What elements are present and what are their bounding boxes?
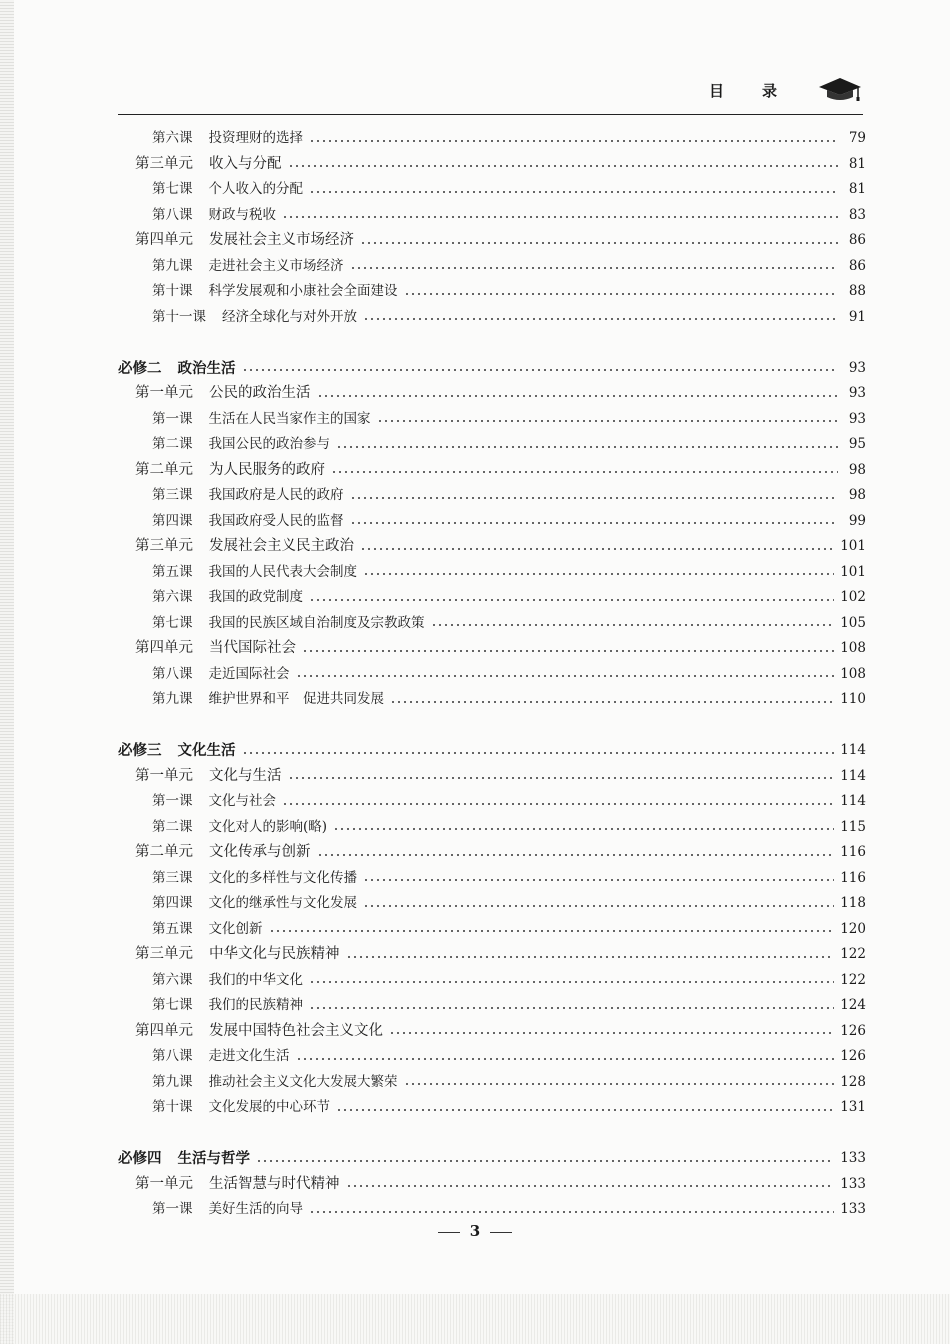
- toc-leader-dots: [309, 140, 838, 142]
- toc-entry-unit[interactable]: [118, 534, 866, 560]
- toc-entry-number: 第二课: [152, 818, 193, 835]
- toc-entry-title: 发展社会主义市场经济: [209, 232, 354, 248]
- toc-entry-number: 第七课: [152, 997, 193, 1013]
- toc-entry-number: 第一单元: [135, 1175, 193, 1192]
- toc-entry-lesson[interactable]: [118, 1197, 866, 1223]
- toc-leader-dots: [309, 1007, 834, 1009]
- toc-entry-number: 第三单元: [135, 155, 193, 172]
- toc-entry-number: 第一课: [152, 793, 193, 809]
- toc-entry-lesson[interactable]: [118, 611, 866, 637]
- toc-entry-title: 我国政府受人民的监督: [208, 512, 344, 529]
- toc-entry-label: [152, 407, 371, 433]
- toc-entry-number: 第八课: [152, 1048, 193, 1064]
- toc-entry-label: [135, 228, 354, 254]
- toc-entry-number: 第八课: [152, 665, 193, 682]
- toc-entry-title: 走近国际社会: [208, 665, 290, 682]
- toc-entry-page: 101: [840, 538, 866, 554]
- toc-entry-title: 文化与社会: [208, 793, 276, 809]
- toc-entry-number: 第一单元: [135, 385, 193, 401]
- toc-entry-page: 133: [840, 1201, 866, 1217]
- toc-leader-dots: [288, 777, 835, 779]
- toc-entry-title: 文化创新: [208, 920, 263, 937]
- toc-leader-dots: [336, 1109, 834, 1111]
- toc-entry-page: 79: [848, 130, 866, 146]
- toc-entry-lesson[interactable]: [118, 305, 866, 331]
- toc-entry-title: 收入与分配: [209, 155, 282, 172]
- toc-entry-page: 95: [848, 436, 866, 452]
- toc-entry-label: [152, 815, 327, 841]
- toc-entry-page: 120: [840, 920, 866, 937]
- toc-leader-dots: [333, 828, 834, 830]
- toc-entry-label: [152, 917, 263, 943]
- toc-section-gap: [118, 1121, 866, 1147]
- toc-leader-dots: [363, 318, 838, 320]
- toc-entry-book[interactable]: [118, 738, 866, 764]
- toc-entry-title: 推动社会主义文化大发展大繁荣: [208, 1073, 398, 1090]
- toc-entry-title: 我国的民族区域自治制度及宗教政策: [208, 614, 425, 631]
- toc-entry-page: 116: [840, 869, 866, 886]
- toc-entry-lesson[interactable]: [118, 509, 866, 535]
- toc-leader-dots: [296, 675, 835, 677]
- toc-entry-unit[interactable]: [118, 764, 866, 790]
- graduation-cap-icon: [817, 74, 863, 102]
- toc-entry-lesson[interactable]: [118, 483, 866, 509]
- toc-entry-number: 第七课: [152, 181, 193, 197]
- toc-entry-book[interactable]: [118, 1146, 866, 1172]
- toc-entry-label: [152, 483, 344, 509]
- toc-entry-label: [135, 636, 296, 662]
- toc-entry-page: 105: [840, 614, 866, 631]
- toc-entry-page: 86: [848, 232, 866, 248]
- toc-leader-dots: [404, 293, 839, 295]
- page-number: 3: [469, 1222, 481, 1240]
- toc-leader-dots: [336, 446, 838, 448]
- footer-dash-left: [438, 1232, 460, 1233]
- toc-leader-dots: [389, 1032, 834, 1034]
- toc-entry-lesson[interactable]: [118, 254, 866, 280]
- toc-entry-number: 第二课: [152, 436, 193, 452]
- toc-entry-title: 文化生活: [177, 742, 236, 759]
- toc-entry-title: 我国的人民代表大会制度: [208, 563, 357, 580]
- toc-entry-unit[interactable]: [118, 840, 866, 866]
- toc-entry-title: 走进文化生活: [208, 1048, 290, 1064]
- toc-leader-dots: [288, 165, 839, 167]
- toc-entry-number: 第九课: [152, 1073, 193, 1090]
- toc-entry-title: 投资理财的选择: [208, 130, 303, 146]
- toc-entry-title: 经济全球化与对外开放: [222, 308, 357, 325]
- toc-entry-number: 第四单元: [135, 232, 193, 248]
- toc-entry-title: 文化对人的影响(略): [208, 818, 328, 835]
- toc-leader-dots: [377, 420, 839, 422]
- toc-entry-label: [135, 458, 325, 484]
- toc-entry-title: 文化发展的中心环节: [208, 1099, 330, 1115]
- toc-leader-dots: [269, 930, 835, 932]
- toc-entry-lesson[interactable]: [118, 866, 866, 892]
- toc-entry-page: 110: [840, 691, 866, 707]
- toc-entry-page: 108: [840, 640, 866, 656]
- toc-entry-lesson[interactable]: [118, 279, 866, 305]
- toc-entry-lesson[interactable]: [118, 891, 866, 917]
- toc-entry-label: [152, 789, 276, 815]
- toc-entry-page: 99: [848, 512, 866, 529]
- toc-entry-page: 98: [848, 461, 866, 478]
- toc-entry-lesson[interactable]: [118, 917, 866, 943]
- toc-entry-lesson[interactable]: [118, 432, 866, 458]
- toc-entry-title: 文化与生活: [209, 767, 282, 784]
- toc-entry-title: 我们的民族精神: [208, 997, 303, 1013]
- toc-entry-unit[interactable]: [118, 1019, 866, 1045]
- toc-leader-dots: [360, 242, 838, 244]
- toc-entry-page: 128: [840, 1073, 866, 1090]
- toc-entry-number: 第五课: [152, 920, 193, 937]
- toc-entry-label: [152, 968, 303, 994]
- toc-section-gap: [118, 713, 866, 739]
- toc-entry-page: 122: [840, 971, 866, 988]
- toc-entry-title: 科学发展观和小康社会全面建设: [208, 283, 398, 299]
- toc-entry-lesson[interactable]: [118, 407, 866, 433]
- toc-leader-dots: [309, 981, 834, 983]
- toc-entry-number: 第五课: [152, 563, 193, 580]
- toc-entry-label: [152, 560, 357, 586]
- toc-entry-page: 114: [840, 793, 866, 809]
- toc-entry-page: 101: [840, 563, 866, 580]
- toc-entry-number: 必修二: [118, 359, 162, 377]
- toc-section-gap: [118, 330, 866, 356]
- toc-entry-title: 生活智慧与时代精神: [209, 1175, 340, 1192]
- toc-entry-book[interactable]: [118, 356, 866, 382]
- toc-entry-lesson[interactable]: [118, 1070, 866, 1096]
- toc-entry-number: 第三单元: [135, 946, 193, 962]
- toc-leader-dots: [350, 267, 839, 269]
- toc-entry-page: 102: [840, 589, 866, 605]
- toc-entry-title: 个人收入的分配: [208, 181, 303, 197]
- toc-entry-label: [152, 1044, 290, 1070]
- toc-entry-page: 133: [840, 1150, 866, 1166]
- toc-entry-number: 第一单元: [135, 767, 193, 784]
- toc-leader-dots: [390, 701, 834, 703]
- toc-entry-unit[interactable]: [118, 381, 866, 407]
- toc-entry-title: 发展社会主义民主政治: [209, 538, 354, 554]
- toc-entry-page: 126: [840, 1048, 866, 1064]
- toc-entry-label: [118, 356, 236, 382]
- toc-entry-page: 88: [848, 283, 866, 299]
- toc-leader-dots: [317, 395, 839, 397]
- toc-entry-number: 第二单元: [135, 844, 193, 860]
- toc-entry-number: 第四单元: [135, 640, 193, 656]
- toc-entry-label: [152, 305, 357, 331]
- toc-entry-label: [118, 1146, 250, 1172]
- toc-entry-title: 我国公民的政治参与: [208, 436, 330, 452]
- toc-entry-unit[interactable]: [118, 942, 866, 968]
- toc-leader-dots: [302, 650, 834, 652]
- toc-entry-page: 91: [848, 308, 866, 325]
- toc-entry-label: [152, 432, 330, 458]
- toc-entry-page: 114: [840, 742, 866, 758]
- toc-leader-dots: [331, 471, 838, 473]
- toc-entry-unit[interactable]: [118, 228, 866, 254]
- toc-entry-label: [152, 687, 384, 713]
- toc-entry-title: 文化的多样性与文化传播: [208, 869, 357, 886]
- toc-entry-number: 第一课: [152, 1201, 193, 1217]
- toc-leader-dots: [242, 369, 839, 371]
- toc-entry-lesson[interactable]: [118, 993, 866, 1019]
- toc-entry-title: 发展中国特色社会主义文化: [209, 1022, 383, 1039]
- toc-entry-title: 我国政府是人民的政府: [208, 487, 344, 503]
- toc-entry-number: 第四课: [152, 512, 193, 529]
- toc-entry-label: [152, 1070, 398, 1096]
- toc-leader-dots: [309, 599, 834, 601]
- toc-entry-number: 第九课: [152, 257, 193, 274]
- toc-entry-label: [152, 611, 425, 637]
- toc-entry-label: [135, 534, 354, 560]
- page-header: [118, 70, 863, 115]
- toc-entry-number: 第十课: [152, 1099, 193, 1115]
- toc-entry-page: 98: [848, 487, 866, 503]
- toc-entry-lesson[interactable]: [118, 1095, 866, 1121]
- page-footer: [0, 1222, 950, 1240]
- toc-entry-title: 为人民服务的政府: [209, 461, 325, 478]
- toc-entry-lesson[interactable]: [118, 560, 866, 586]
- toc-entry-label: [152, 891, 357, 917]
- toc-entry-page: 118: [840, 895, 866, 911]
- scan-bottom-edge: [0, 1294, 950, 1344]
- toc-entry-page: 81: [848, 155, 866, 172]
- toc-entry-number: 第六课: [152, 130, 193, 146]
- toc-entry-number: 第三课: [152, 869, 193, 886]
- toc-entry-page: 114: [840, 767, 866, 784]
- toc-entry-unit[interactable]: [118, 458, 866, 484]
- toc-entry-title: 生活与哲学: [177, 1150, 250, 1167]
- toc-entry-label: [152, 279, 398, 305]
- toc-entry-lesson[interactable]: [118, 1044, 866, 1070]
- toc-leader-dots: [363, 905, 834, 907]
- toc-entry-number: 第四课: [152, 895, 193, 911]
- toc-entry-title: 公民的政治生活: [209, 385, 311, 401]
- toc-entry-page: 116: [840, 844, 866, 860]
- toc-entry-label: [152, 177, 303, 203]
- toc-entry-page: 131: [840, 1099, 866, 1115]
- toc-leader-dots: [256, 1160, 834, 1162]
- toc-entry-label: [135, 1172, 340, 1198]
- toc-leader-dots: [360, 548, 834, 550]
- toc-entry-page: 93: [848, 359, 866, 376]
- toc-entry-unit[interactable]: [118, 152, 866, 178]
- toc-entry-lesson[interactable]: [118, 662, 866, 688]
- toc-entry-number: 必修四: [118, 1150, 162, 1167]
- toc-entry-title: 中华文化与民族精神: [209, 946, 340, 962]
- toc-entry-label: [135, 152, 282, 178]
- toc-entry-label: [135, 840, 311, 866]
- toc-entry-label: [135, 1019, 383, 1045]
- toc-entry-number: 第三单元: [135, 538, 193, 554]
- toc-entry-label: [152, 509, 344, 535]
- toc-entry-lesson[interactable]: [118, 687, 866, 713]
- toc-entry-number: 第七课: [152, 614, 193, 631]
- toc-leader-dots: [350, 497, 839, 499]
- toc-leader-dots: [431, 624, 835, 626]
- header-title: 目录: [708, 82, 815, 100]
- toc-entry-page: 86: [848, 257, 866, 274]
- toc-entry-label: [152, 662, 290, 688]
- toc-entry-label: [135, 942, 340, 968]
- toc-entry-title: 维护世界和平 促进共同发展: [208, 691, 384, 707]
- toc-leader-dots: [296, 1058, 835, 1060]
- toc-entry-label: [152, 203, 276, 229]
- toc-entry-title: 政治生活: [177, 359, 236, 377]
- toc-entry-lesson[interactable]: [118, 815, 866, 841]
- toc-entry-lesson[interactable]: [118, 126, 866, 152]
- toc-leader-dots: [346, 956, 835, 958]
- toc-entry-label: [152, 1095, 330, 1121]
- toc-entry-lesson[interactable]: [118, 968, 866, 994]
- table-of-contents: [118, 126, 866, 1223]
- footer-dash-right: [490, 1232, 512, 1233]
- toc-entry-label: [152, 126, 303, 152]
- toc-entry-label: [152, 866, 357, 892]
- toc-entry-number: 第九课: [152, 691, 193, 707]
- toc-entry-label: [152, 254, 344, 280]
- toc-entry-title: 我国的政党制度: [208, 589, 303, 605]
- toc-entry-page: 122: [840, 946, 866, 962]
- toc-entry-lesson[interactable]: [118, 203, 866, 229]
- toc-entry-page: 81: [848, 181, 866, 197]
- toc-entry-number: 第十一课: [152, 308, 206, 325]
- toc-leader-dots: [242, 752, 835, 754]
- toc-leader-dots: [363, 573, 834, 575]
- toc-entry-lesson[interactable]: [118, 585, 866, 611]
- toc-entry-page: 83: [848, 206, 866, 223]
- toc-entry-page: 124: [840, 997, 866, 1013]
- toc-leader-dots: [309, 1211, 834, 1213]
- toc-entry-page: 108: [840, 665, 866, 682]
- toc-leader-dots: [363, 879, 834, 881]
- toc-leader-dots: [317, 854, 835, 856]
- toc-entry-title: 文化传承与创新: [209, 844, 311, 860]
- toc-entry-title: 当代国际社会: [209, 640, 296, 656]
- toc-entry-page: 133: [840, 1175, 866, 1192]
- toc-leader-dots: [309, 191, 838, 193]
- toc-entry-number: 第十课: [152, 283, 193, 299]
- toc-leader-dots: [346, 1185, 835, 1187]
- toc-entry-page: 126: [840, 1022, 866, 1039]
- toc-entry-page: 93: [848, 385, 866, 401]
- toc-entry-title: 文化的继承性与文化发展: [208, 895, 357, 911]
- toc-entry-unit[interactable]: [118, 1172, 866, 1198]
- toc-entry-lesson[interactable]: [118, 177, 866, 203]
- toc-entry-title: 财政与税收: [208, 206, 276, 223]
- toc-entry-title: 走进社会主义市场经济: [208, 257, 344, 274]
- toc-leader-dots: [404, 1083, 835, 1085]
- toc-entry-label: [135, 764, 282, 790]
- toc-entry-label: [135, 381, 311, 407]
- toc-entry-number: 第六课: [152, 971, 193, 988]
- toc-entry-label: [118, 738, 236, 764]
- toc-leader-dots: [282, 216, 838, 218]
- toc-entry-label: [152, 1197, 303, 1223]
- toc-entry-label: [152, 585, 303, 611]
- toc-entry-number: 第六课: [152, 589, 193, 605]
- scan-left-edge: [0, 0, 14, 1344]
- toc-entry-page: 93: [848, 410, 866, 427]
- toc-entry-number: 第三课: [152, 487, 193, 503]
- toc-leader-dots: [350, 522, 839, 524]
- toc-entry-title: 美好生活的向导: [208, 1201, 303, 1217]
- toc-entry-label: [152, 993, 303, 1019]
- toc-entry-number: 第一课: [152, 410, 193, 427]
- toc-entry-page: 115: [840, 818, 866, 835]
- toc-entry-number: 必修三: [118, 742, 162, 759]
- toc-entry-lesson[interactable]: [118, 789, 866, 815]
- toc-entry-number: 第八课: [152, 206, 193, 223]
- toc-entry-number: 第二单元: [135, 461, 193, 478]
- toc-entry-title: 我们的中华文化: [208, 971, 303, 988]
- toc-entry-title: 生活在人民当家作主的国家: [208, 410, 371, 427]
- toc-entry-unit[interactable]: [118, 636, 866, 662]
- toc-entry-number: 第四单元: [135, 1022, 193, 1039]
- toc-leader-dots: [282, 803, 834, 805]
